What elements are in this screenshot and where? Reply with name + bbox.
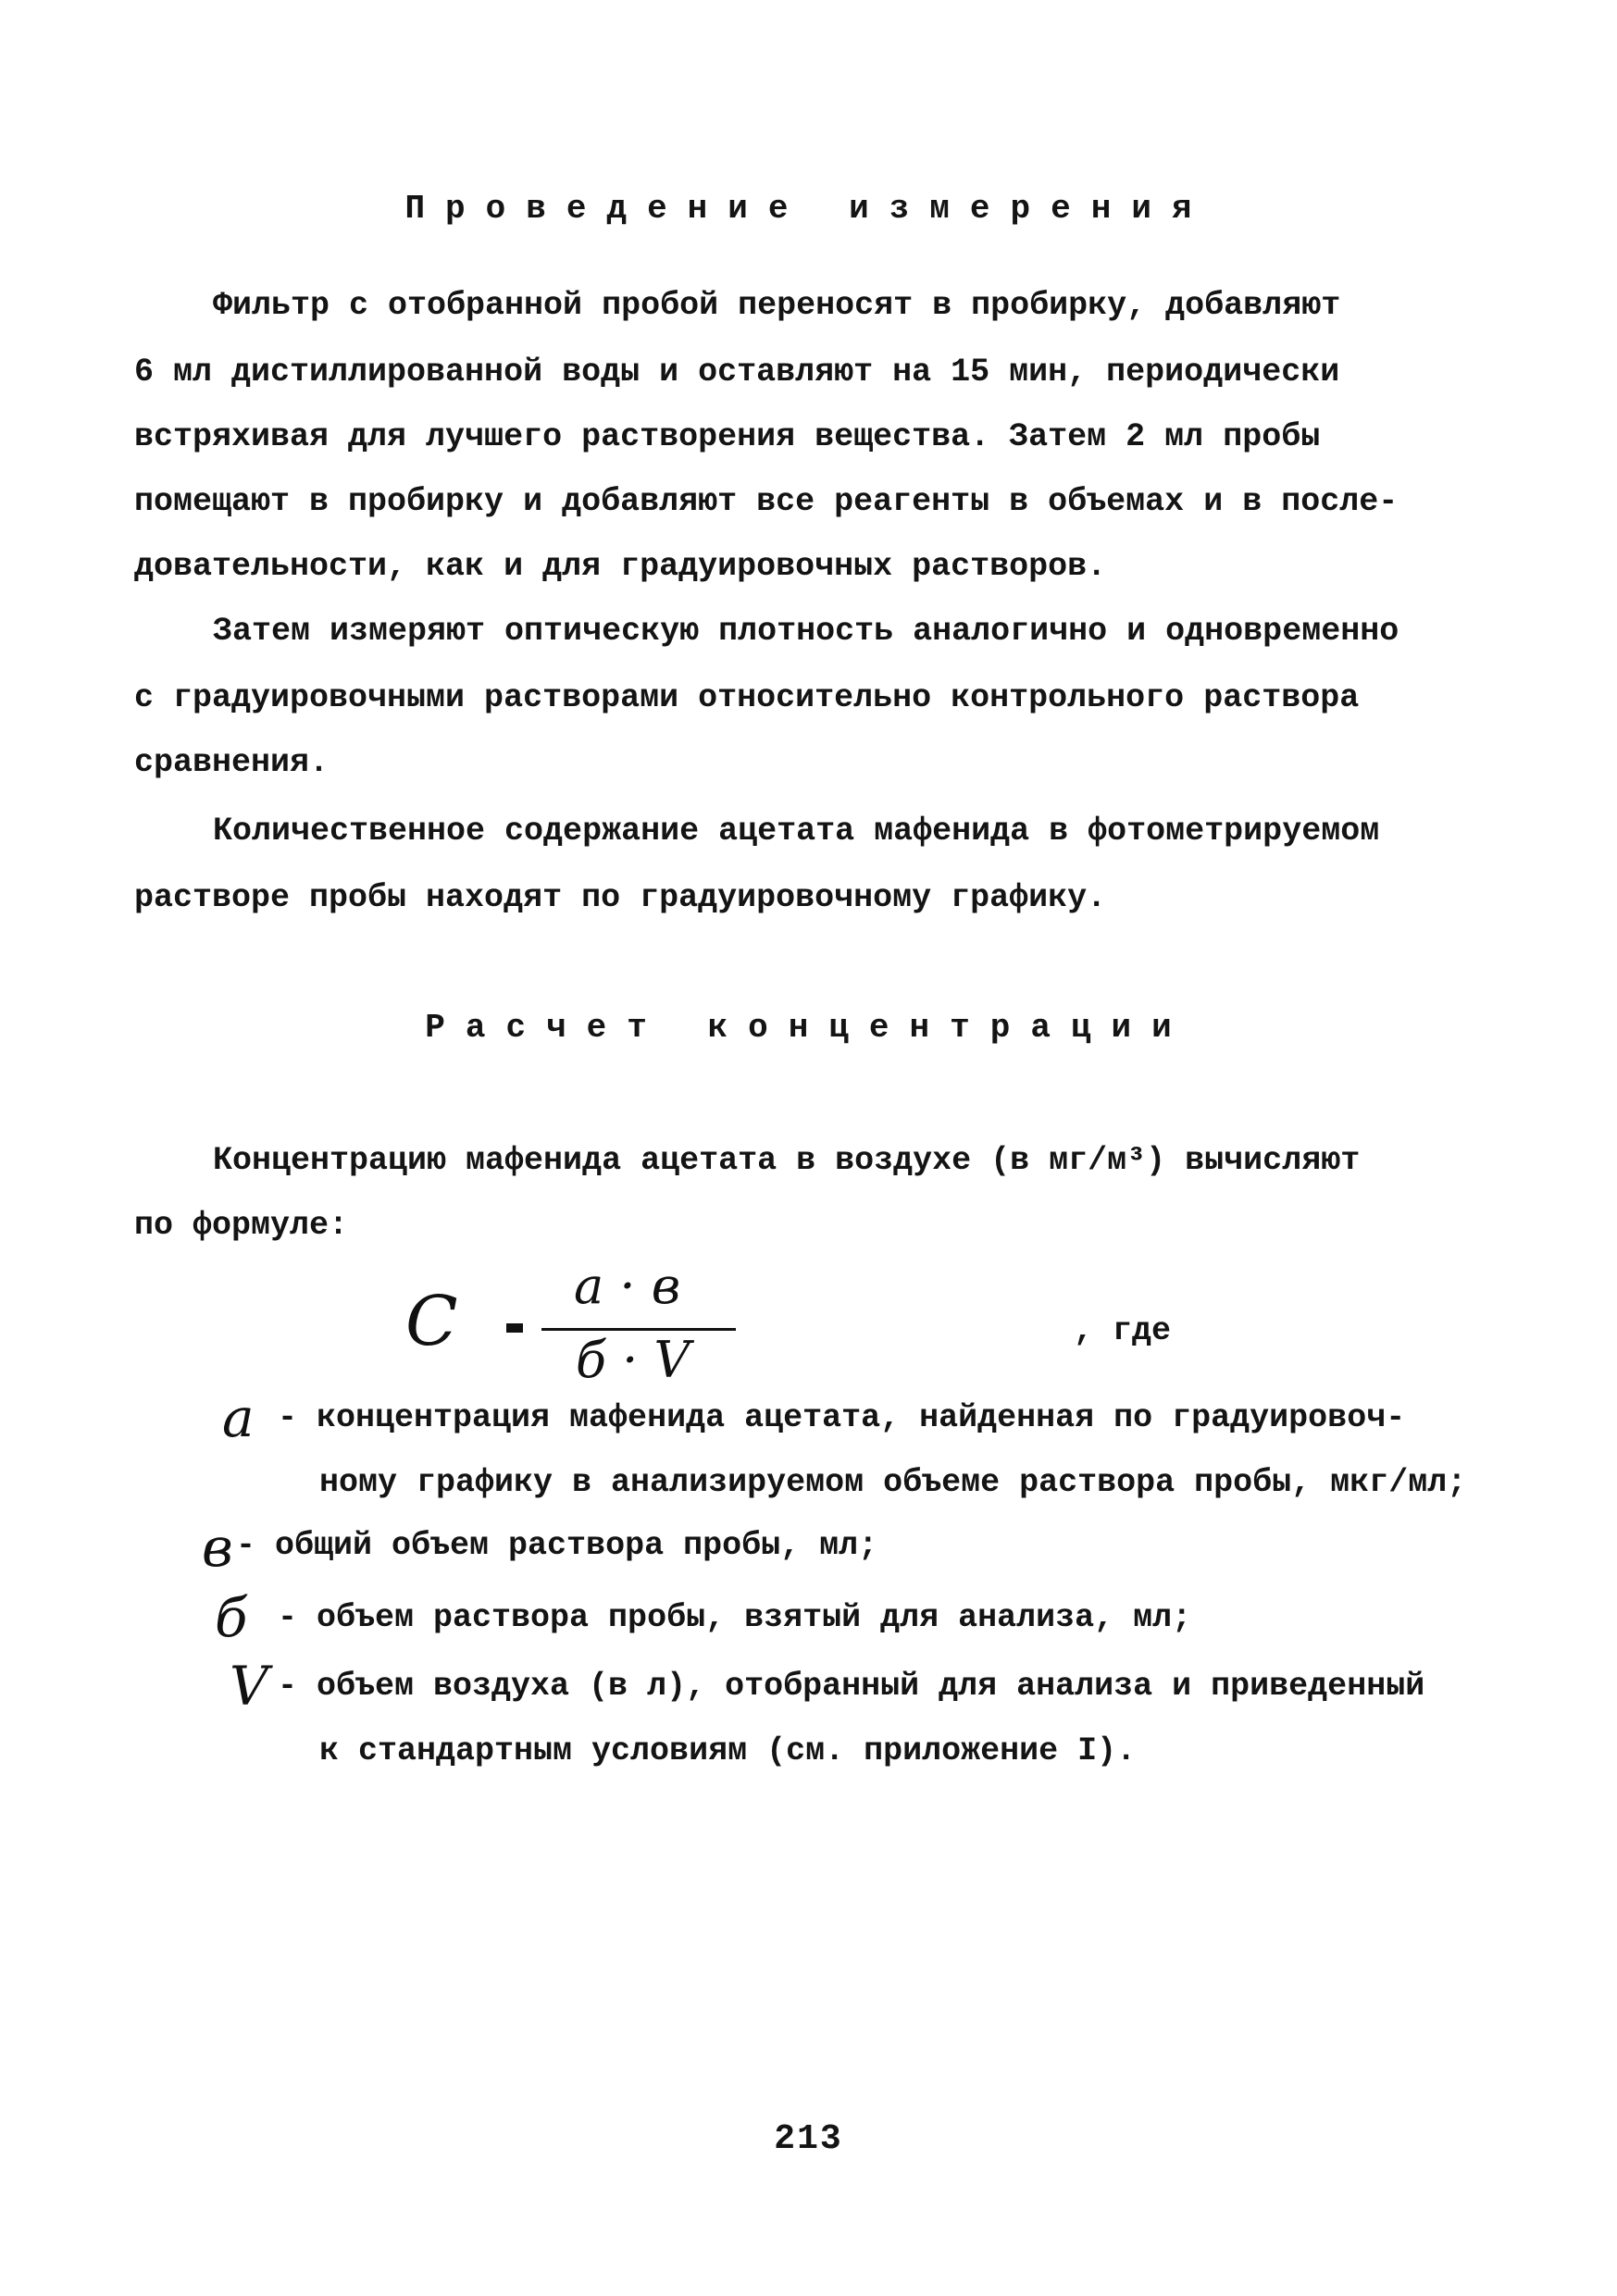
paragraph-line: встряхивая для лучшего растворения вещества. Затем 2 мл пробы: [134, 418, 1321, 455]
definition-symbol: V: [230, 1655, 268, 1718]
formula-suffix: , где: [1074, 1312, 1172, 1349]
formula-numerator: a · в: [574, 1257, 681, 1315]
formula-lhs: C: [405, 1282, 458, 1361]
definition-symbol: a: [222, 1386, 255, 1449]
paragraph-line: с градуировочными растворами относительно контрольного раствора: [134, 679, 1360, 716]
paragraph-line: 6 мл дистиллированной воды и оставляют на 15 мин, периодически: [134, 354, 1340, 391]
definition-line: - общий объем раствора пробы, мл;: [236, 1527, 878, 1564]
formula-intro-line: по формуле:: [134, 1207, 349, 1244]
formula-denominator: б · V: [576, 1331, 690, 1389]
section-heading-calculation: Расчет концентрации: [425, 1009, 1192, 1047]
definition-line: - объем раствора пробы, взятый для анализа, мл;: [278, 1599, 1192, 1636]
paragraph-line: сравнения.: [134, 744, 330, 781]
paragraph-line: растворе пробы находят по градуировочному графику.: [134, 879, 1107, 916]
paragraph-line: Фильтр с отобранной пробой переносят в пробирку, добавляют: [213, 287, 1341, 324]
definition-line: к стандартным условиям (см. приложение I).: [319, 1732, 1137, 1769]
page-number: 213: [774, 2119, 843, 2159]
paragraph-line: довательности, как и для градуировочных растворов.: [134, 548, 1107, 585]
formula-intro-line: Концентрацию мафенида ацетата в воздухе (в мг/м³) вычисляют: [213, 1142, 1361, 1179]
definition-symbol: в: [202, 1516, 233, 1579]
section-heading-measurement: Проведение измерения: [404, 190, 1213, 228]
definition-line: - объем воздуха (в л), отобранный для анализа и приведенный: [278, 1668, 1425, 1705]
definition-symbol: б: [215, 1586, 248, 1649]
equals-sign: [506, 1323, 523, 1333]
definition-line: ному графику в анализируемом объеме раствора пробы, мкг/мл;: [319, 1464, 1467, 1501]
paragraph-line: Затем измеряют оптическую плотность аналогично и одновременно: [213, 613, 1399, 650]
paragraph-line: помещают в пробирку и добавляют все реагенты в объемах и в после-: [134, 483, 1399, 520]
definition-line: - концентрация мафенида ацетата, найденная по градуировоч-: [278, 1399, 1406, 1436]
paragraph-line: Количественное содержание ацетата мафенида в фотометрируемом: [213, 813, 1380, 850]
